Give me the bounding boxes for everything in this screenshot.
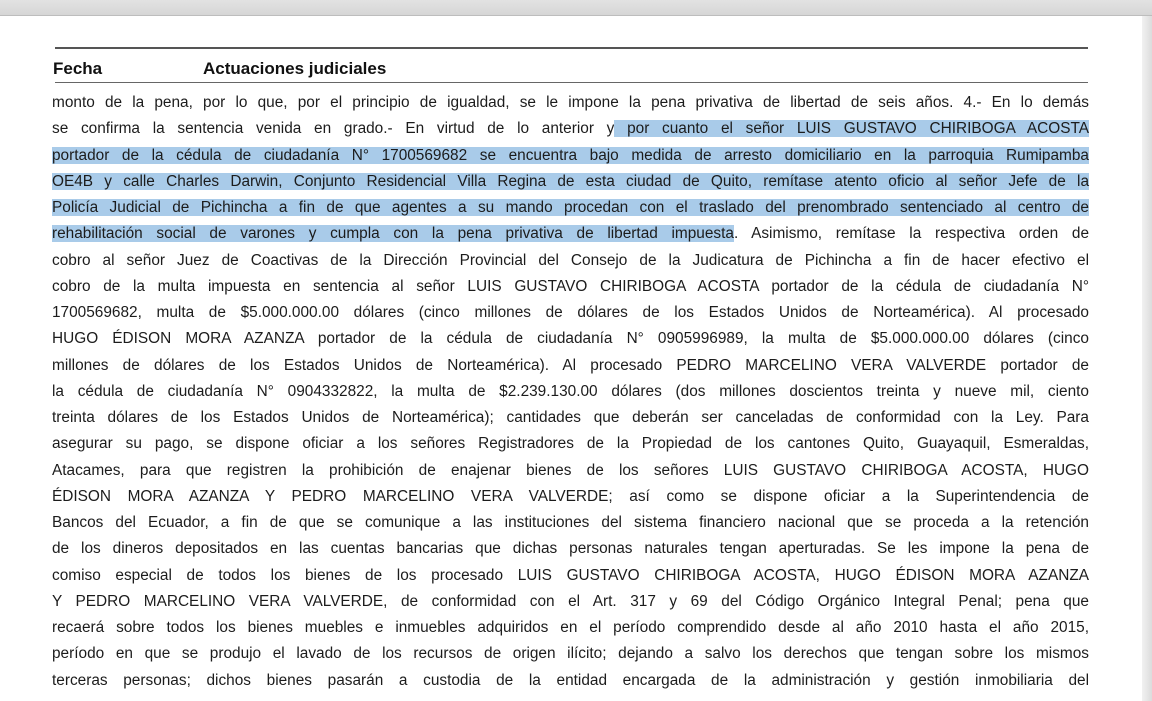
highlighted-text[interactable]: OE4B y calle Charles Darwin, Conjunto Residencial Villa Regina de esta ciudad de Quito, remítase atento oficio al señor Jefe de la xyxy=(52,172,1089,190)
text-line xyxy=(52,248,1089,274)
text-segment: terceras personas; dichos bienes pasarán a custodia de la entidad encargada de la administración y gestión inmobiliaria del xyxy=(52,671,1089,689)
text-segment: período en que se produjo el lavado de los recursos de origen ilícito; dejando a salvo los derechos que tengan sobre los mismos xyxy=(52,645,1089,663)
text-line xyxy=(52,563,1089,589)
text-line xyxy=(52,589,1089,615)
highlighted-text[interactable]: Policía Judicial de Pichincha a fin de que agentes a su mando procedan con el traslado del prenombrado sentenciado al centro de xyxy=(52,199,1089,216)
highlighted-text[interactable]: por cuanto el señor LUIS GUSTAVO CHIRIBOGA ACOSTA xyxy=(614,120,1089,138)
text-segment: 1700569682, multa de $5.000.000.00 dólares (cinco millones de dólares de los Estados Unidos de Norteamérica). Al procesado xyxy=(52,304,1089,321)
text-segment: ÉDISON MORA AZANZA Y PEDRO MARCELINO VERA VALVERDE; así como se dispone oficiar a la Superintendencia de xyxy=(52,487,1089,505)
header-actuaciones: Actuaciones judiciales xyxy=(203,59,387,78)
text-line xyxy=(52,405,1089,431)
text-line xyxy=(52,326,1089,352)
text-segment: recaerá sobre todos los bienes muebles e inmuebles adquiridos en el período comprendido desde al año 2010 hasta el año 2015, xyxy=(52,619,1089,636)
text-line xyxy=(52,221,1089,247)
text-line xyxy=(52,458,1089,484)
text-segment: cobro al señor Juez de Coactivas de la Dirección Provincial del Consejo de la Judicatura de Pichincha a fin de hacer efectivo el xyxy=(52,251,1089,269)
document-page xyxy=(0,16,1142,701)
text-segment: de los dineros depositados en las cuentas bancarias que dichas personas naturales tengan aperturadas. Se les impone la pena de xyxy=(52,540,1089,558)
highlighted-text[interactable]: portador de la cédula de ciudadanía N° 1700569682 se encuentra bajo medida de arresto domiciliario en la parroquia Rumipamba xyxy=(52,146,1089,164)
text-segment: comiso especial de todos los bienes de los procesado LUIS GUSTAVO CHIRIBOGA ACOSTA, HUGO ÉDISON MORA AZANZA xyxy=(52,566,1089,584)
header-fecha: Fecha xyxy=(53,59,103,78)
text-segment: cobro de la multa impuesta en sentencia al señor LUIS GUSTAVO CHIRIBOGA ACOSTA portador de la cédula de ciudadanía N° xyxy=(52,277,1089,295)
text-segment: millones de dólares de los Estados Unidos de Norteamérica). Al procesado PEDRO MARCELINO VERA VALVERDE portador de xyxy=(52,356,1089,374)
viewer-top-bar xyxy=(0,0,1152,16)
text-line xyxy=(52,169,1089,195)
text-line xyxy=(52,143,1089,169)
document-body xyxy=(52,90,1089,694)
header-rule xyxy=(55,82,1088,83)
text-segment: Y PEDRO MARCELINO VERA VALVERDE, de conformidad con el Art. 317 y 69 del Código Orgánico Integral Penal; pena que xyxy=(52,592,1089,610)
text-line xyxy=(52,641,1089,667)
text-segment: Atacames, para que registren la prohibición de enajenar bienes de los señores LUIS GUSTAVO CHIRIBOGA ACOSTA, HUGO xyxy=(52,461,1089,479)
text-line xyxy=(52,510,1089,536)
text-line xyxy=(52,353,1089,379)
text-segment: monto de la pena, por lo que, por el principio de igualdad, se le impone la pena privativa de libertad de seis años. 4.- En lo demás xyxy=(52,94,1089,111)
text-segment: se confirma la sentencia venida en grado.- En virtud de lo anterior y xyxy=(52,120,615,138)
top-rule xyxy=(55,47,1088,49)
text-line xyxy=(52,615,1089,641)
text-line xyxy=(52,484,1089,510)
text-segment: . Asimismo, remítase la respectiva orden de xyxy=(733,225,1090,243)
text-segment: la cédula de ciudadanía N° 0904332822, la multa de $2.239.130.00 dólares (dos millones doscientos treinta y nueve mil, ciento xyxy=(52,382,1089,400)
text-line xyxy=(52,668,1089,694)
viewer-right-edge xyxy=(1142,16,1152,701)
text-segment: HUGO ÉDISON MORA AZANZA portador de la cédula de ciudadanía N° 0905996989, la multa de $5.000.000.00 dólares (cinco xyxy=(52,330,1089,348)
text-line xyxy=(52,300,1089,326)
text-line xyxy=(52,274,1089,300)
text-line xyxy=(52,379,1089,405)
text-segment: treinta dólares de los Estados Unidos de Norteamérica); cantidades que deberán ser canceladas de conformidad con la Ley. Para xyxy=(52,409,1089,426)
text-line xyxy=(52,536,1089,562)
highlighted-text[interactable]: rehabilitación social de varones y cumpla con la pena privativa de libertad impuesta xyxy=(52,225,734,243)
text-line xyxy=(52,431,1089,457)
text-line xyxy=(52,195,1089,221)
text-segment: Bancos del Ecuador, a fin de que se comunique a las instituciones del sistema financiero nacional que se proceda a la retención xyxy=(52,514,1089,531)
text-segment: asegurar su pago, se dispone oficiar a los señores Registradores de la Propiedad de los cantones Quito, Guayaquil, Esmeraldas, xyxy=(52,435,1089,453)
text-line xyxy=(52,90,1089,116)
text-line xyxy=(52,116,1089,142)
